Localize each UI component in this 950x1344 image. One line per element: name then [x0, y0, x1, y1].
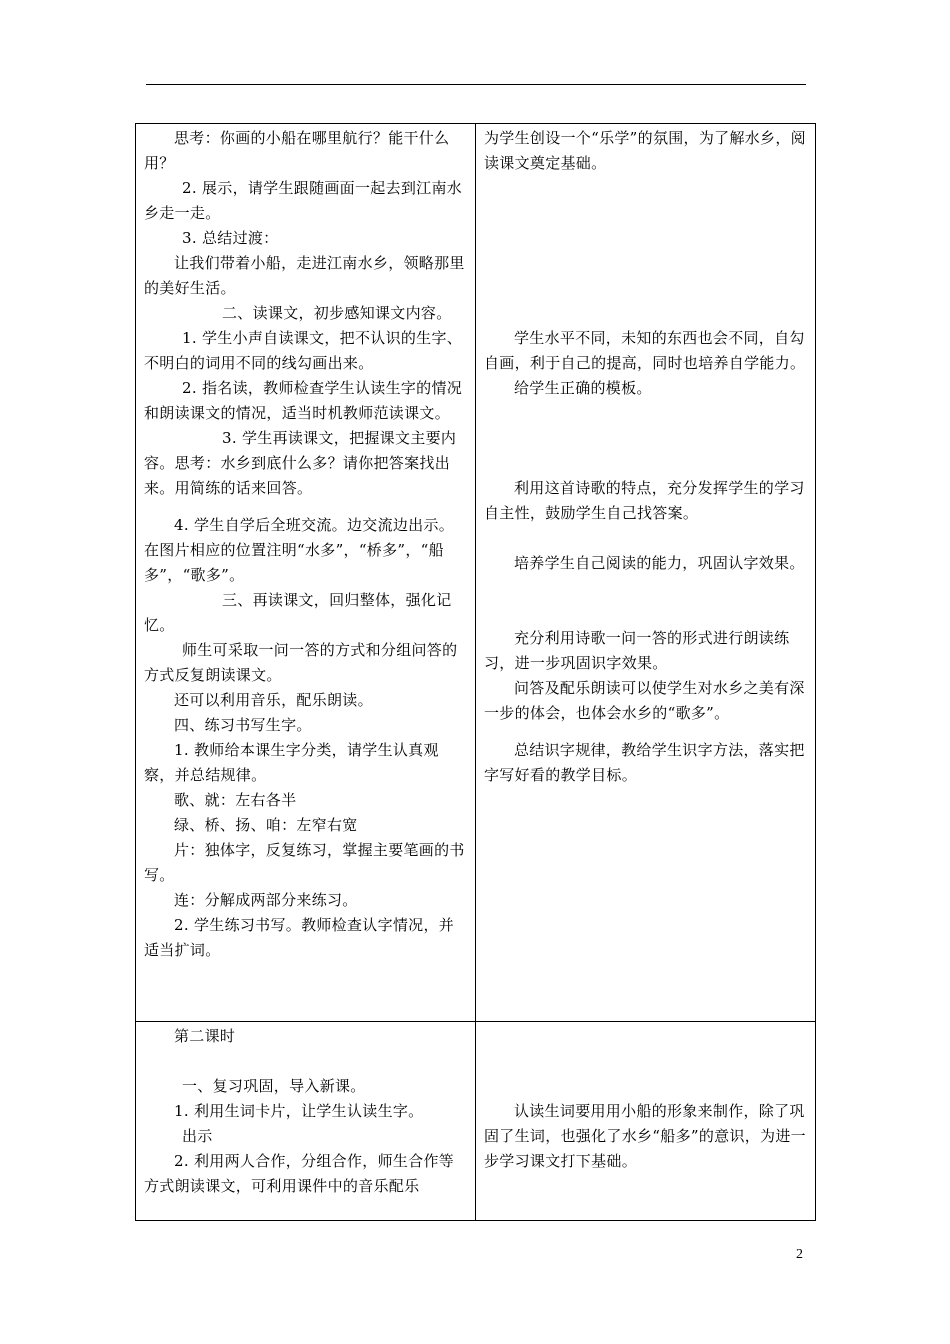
lesson-period-title: 第二课时: [174, 1027, 236, 1045]
paragraph: 还可以利用音乐，配乐朗读。: [174, 691, 373, 709]
spacer: [484, 1074, 807, 1099]
teaching-process-cell: [136, 1022, 476, 1221]
section-heading: 三、再读课文，回归整体，强化记忆。: [144, 591, 452, 634]
paragraph: 师生可采取一问一答的方式和分组问答的方式反复朗读课文。: [144, 641, 458, 684]
paragraph: 培养学生自己阅读的能力，巩固认字效果。: [514, 554, 805, 572]
paragraph: 歌、就：左右各半: [174, 791, 297, 809]
spacer: [484, 176, 807, 201]
paragraph: 连：分解成两部分来练习。: [174, 891, 358, 909]
table-row: [136, 1022, 816, 1221]
page-number: 2: [796, 1247, 803, 1262]
teaching-process-cell: [136, 124, 476, 1022]
table-row: [136, 124, 816, 1022]
spacer: [484, 451, 807, 476]
spacer: [484, 1049, 807, 1074]
spacer: [144, 1049, 467, 1074]
paragraph: 2. 利用两人合作，分组合作，师生合作等方式朗读课文，可利用课件中的音乐配乐: [144, 1152, 455, 1195]
spacer: [144, 501, 467, 513]
spacer: [484, 251, 807, 276]
spacer: [484, 301, 807, 326]
header-rule: [146, 84, 806, 85]
paragraph: 问答及配乐朗读可以使学生对水乡之美有深一步的体会，也体会水乡的“歌多”。: [484, 679, 805, 722]
paragraph: 2. 展示，请学生跟随画面一起去到江南水乡走一走。: [144, 179, 463, 222]
paragraph: 让我们带着小船，走进江南水乡，领略那里的美好生活。: [144, 254, 465, 297]
spacer: [484, 201, 807, 226]
spacer: [484, 1024, 807, 1049]
spacer: [484, 426, 807, 451]
paragraph: 3. 总结过渡：: [182, 229, 279, 247]
spacer: [484, 401, 807, 426]
paragraph: 出示: [182, 1127, 213, 1145]
lesson-plan-table: [135, 123, 816, 1221]
paragraph: 学生水平不同，未知的东西也会不同，自勾自画，利于自己的提高，同时也培养自学能力。: [484, 329, 806, 372]
paragraph: 为学生创设一个“乐学”的氛围，为了解水乡，阅读课文奠定基础。: [484, 129, 806, 172]
paragraph: 绿、桥、扬、咱：左窄右宽: [174, 816, 358, 834]
paragraph: 利用这首诗歌的特点，充分发挥学生的学习自主性，鼓励学生自己找答案。: [484, 479, 805, 522]
design-intent-cell: [476, 124, 816, 1022]
spacer: [484, 526, 807, 551]
paragraph: 3. 学生再读课文，把握课文主要内容。思考：水乡到底什么多？请你把答案找出来。用简练的话来回答。: [144, 429, 457, 497]
section-heading: 一、复习巩固，导入新课。: [182, 1077, 366, 1095]
section-heading: 二、读课文，初步感知课文内容。: [222, 304, 452, 322]
paragraph: 1. 利用生词卡片，让学生认读生字。: [174, 1102, 424, 1120]
paragraph: 1. 教师给本课生字分类，请学生认真观察，并总结规律。: [144, 741, 439, 784]
paragraph: 片：独体字，反复练习，掌握主要笔画的书写。: [144, 841, 465, 884]
paragraph: 充分利用诗歌一问一答的形式进行朗读练习，进一步巩固识字效果。: [484, 629, 790, 672]
spacer: [484, 276, 807, 301]
spacer: [484, 226, 807, 251]
paragraph: 2. 学生练习书写。教师检查认字情况，并适当扩词。: [144, 916, 455, 959]
paragraph: 2. 指名读，教师检查学生认读生字的情况和朗读课文的情况，适当时机教师范读课文。: [144, 379, 463, 422]
paragraph: 认读生词要用用小船的形象来制作，除了巩固了生词，也强化了水乡“船多”的意识，为进一步学习课文打下基础。: [484, 1102, 806, 1170]
paragraph: 思考：你画的小船在哪里航行？能干什么用？: [144, 129, 450, 172]
paragraph: 1. 学生小声自读课文，把不认识的生字、不明白的词用不同的线勾画出来。: [144, 329, 463, 372]
spacer: [484, 576, 807, 601]
design-intent-cell: [476, 1022, 816, 1221]
paragraph: 总结识字规律，教给学生识字方法，落实把字写好看的教学目标。: [484, 741, 805, 784]
spacer: [484, 726, 807, 738]
spacer: [484, 601, 807, 626]
paragraph: 给学生正确的模板。: [514, 379, 652, 397]
paragraph: 4. 学生自学后全班交流。边交流边出示。在图片相应的位置注明“水多”，“桥多”，“船多”，“歌多”。: [144, 516, 455, 584]
section-heading: 四、练习书写生字。: [174, 716, 312, 734]
